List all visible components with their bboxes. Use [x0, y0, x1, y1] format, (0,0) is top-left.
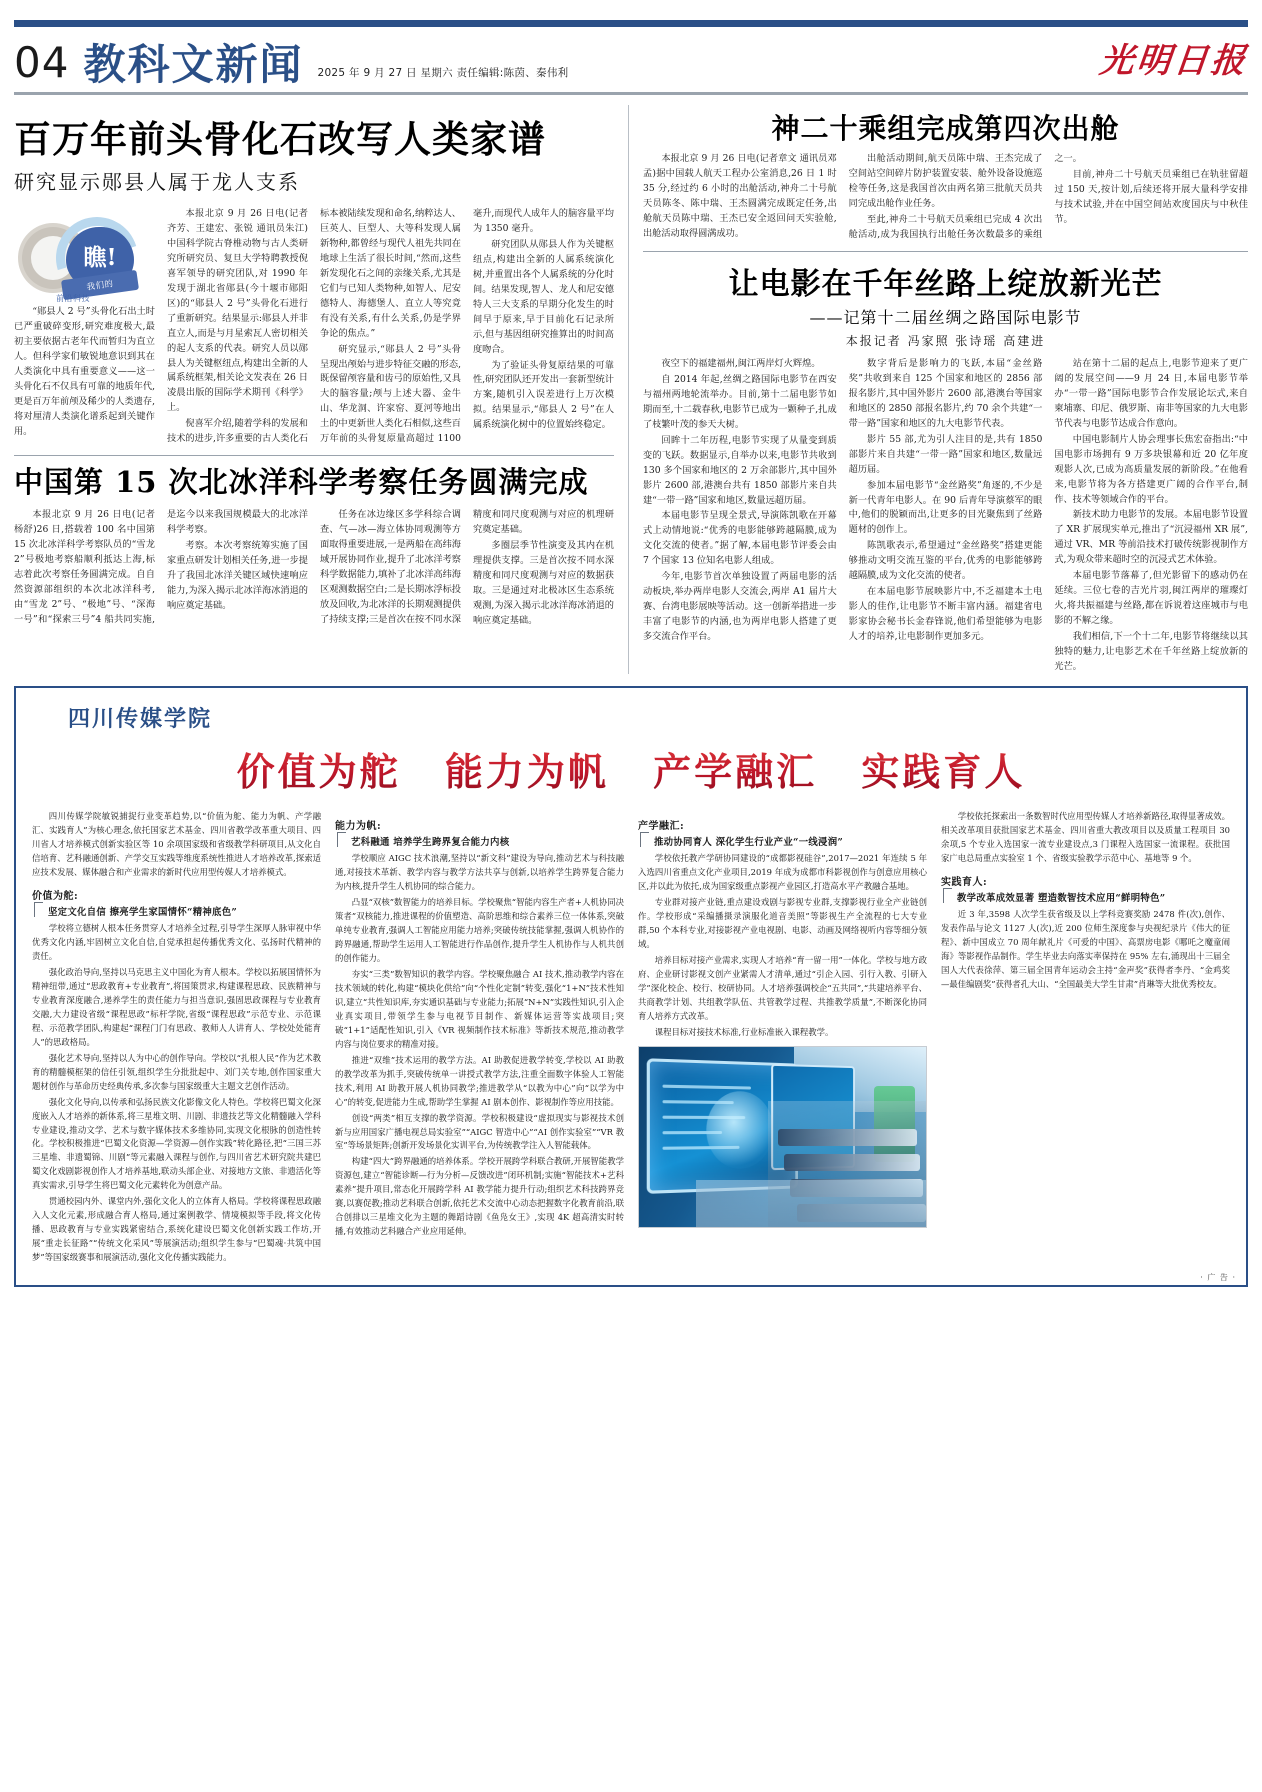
paragraph: 本报北京 9 月 26 日电(记者齐芳、王建宏、张锐 通讯员朱江)中国科学院古脊椎动物与古人类研究所研究员、复旦大学特聘教授倪喜军领导的研究团队,对 1990 年发现于湖北省郧县(今十堰市郧阳区)的“郧县人 2 号”头骨化石进行了重新研究。结果显示:郧县人并非直立人,而是与月星索瓦人密切相关的起人支系的代表。研究人员以郧县人为关键枢纽点,构建出全新的人属系统框架,相关论文发表在 26 日凌晨出版的国际学术期刊《科学》上。 [167, 208, 308, 414]
ad-slogan [32, 741, 1230, 796]
story2-body [14, 508, 614, 628]
ad-paragraph: 近 3 年,3598 人次学生获省级及以上学科竞赛奖励 2478 件(次),创作、发表作品与论文 1127 人(次),近 200 位师生深度参与央视纪录片《伟大的征程》、新中国成立 70 周年献礼片《可爱的中国》、高票房电影《哪吒之魔童闹海》等影视作品制作。学生毕业去向落实率保持在 95% 左右,涌现出十三届全国人大代表徐萍、第三届全国青年运动会主持“金声奖”获得者李丹、“金鸡奖—最佳编剧奖”获得者孔大山、“全国最美大学生甘肃”肖琳等大批优秀校友。 [941, 909, 1230, 989]
ad-paragraph: 强化艺术导向,坚持以人为中心的创作导向。学校以“扎根人民”作为艺术教育的精髓模框架的信任引领,组织学生分批批起中、刘门关专地,创作国家重大题材创作与革命历史经典传承,多次参与国家级重大主题文艺创作活动。 [32, 1052, 321, 1091]
subhead-right-story2: ——记第十二届丝绸之路国际电影节 [809, 308, 1082, 328]
slogan-part-4: 实践育人 [861, 749, 1026, 795]
ad-paragraph: 学校依托探索出一条数智时代应用型传媒人才培养新路径,取得显著成效。相关改革项目获批国家艺术基金、四川省重大教改项目以及质量工程项目 30 余项,5 个专业入选国家一流专业建设点,3 门课程入选国家一流课程。获批国家广电总局重点实验室 1 个、省级实验教学示范中心、基地等 9 个。 [941, 811, 1230, 864]
ad-section-subheading: 推动协同育人 深化学生行业产业“一线浸润” [650, 834, 927, 848]
right-story1-body [643, 152, 1248, 242]
byline-right-story2: 本报记者 冯家照 张诗瑶 高建进 [845, 334, 1046, 349]
paragraph: 倪喜军介绍,随着学科的发展和技术的进步,许多重要的古人类化石标本被陆续发现和命名,纳粹达人、巨英人、巨型人、大等科发现人属新物种,都曾经与现代人祖先共同在地球上生活了很长时间,“然而,这些新发现化石之间的亲缘关系,尤其是它们与已知人类物种,如智人、尼安德特人、海德堡人、直立人等究竟有没有关系,有什么关系,仍是学界争论的焦点。” [167, 208, 461, 445]
ad-photo-classroom [638, 1046, 927, 1228]
page-number: 04 [14, 38, 70, 87]
ad-section-heading: 实践育人: [941, 877, 988, 889]
slogan-part-1: 价值为舵 [236, 749, 401, 795]
paragraph: 新技术助力电影节的发展。本届电影节设置了 XR 扩展现实单元,推出了“沉浸福州 XR 展”,通过 VR、MR 等前沿技术打破传统影视制作方式,为观众带来超时空的沉浸式艺术体验。 [1054, 509, 1248, 566]
ad-column-2 [335, 810, 624, 1267]
news-area [14, 105, 1248, 674]
ad-section-subheading: 坚定文化自信 擦亮学生家国情怀“精神底色” [44, 904, 321, 918]
ad-label: · 广 告 · [1200, 1273, 1236, 1283]
paragraph: 出舱活动期间,航天员陈中瑞、王杰完成了空间站空间碎片防护装置安装、舱外设备设施巡检等任务,这是我国首次由两名第三批航天员共同完成出舱作业任务。 [848, 153, 1043, 210]
ad-section-subheading: 艺科融通 培养学生跨界复合能力内核 [347, 834, 624, 848]
top-rule [14, 20, 1248, 27]
left-column [14, 105, 628, 674]
paragraph: 至此,神舟二十号航天员乘组已完成 4 次出舱活动,成为我国执行出舱任务次数最多的乘组之一。 [848, 153, 1082, 240]
headline-story1: 百万年前头骨化石改写人类家谱 [14, 117, 546, 161]
ad-paragraph: 课程目标对接技术标准,行业标准嵌入课程教学。 [654, 1026, 834, 1037]
section-divider [14, 455, 614, 456]
subhead-story1: 研究显示郧县人属于龙人支系 [14, 170, 300, 195]
paragraph: 我们相信,下一个十二年,电影节将继续以其独特的魅力,让电影艺术在千年丝路上绽放新的光芒。 [1054, 630, 1248, 672]
ad-paragraph: 学校顺应 AIGC 技术浪潮,坚持以“新文科”建设为导向,推动艺术与科技融通,对接技术革新、教学内容与教学方法共享与创新,以培养学生跨界复合能力为内核,提升学生人机协同的综合能力。 [335, 853, 624, 892]
masthead-left [14, 38, 569, 89]
ad-intro: 四川传媒学院敏锐捕捉行业变革趋势,以“价值为舵、能力为帆、产学融汇、实践育人”为核心理念,依托国家艺术基金、四川省教学改革重大项目、四川省人才培养模式创新实验区等 10 余项国家级和省级教学科研项目,从文化自信培育、艺科融通创新、产学交互实践等维度系统性推进人才培养改革,探索适应技术发展、媒体融合和产业需求的新时代应用型传媒人才培养模式。 [32, 811, 321, 878]
slogan-part-2: 能力为帆 [444, 749, 609, 795]
ad-column-1 [32, 810, 321, 1267]
ad-paragraph: 强化政治导向,坚持以马克思主义中国化为育人根本。学校以拓展国情怀为精神纽带,通过“思政教育+专业教育”,将国策贯求,构建课程思政、民族精神与专业教育深度融合,递养学生的责任能力与担当意识,强固思政课程与专业教育交融,大力建设省级“课程思政”标杆学院,省级“课程思政”示范专业、示范课程、示范教学团队,构建起“课程门门有思政、教师人人讲育人、学校处处能育人”的思政格局。 [32, 967, 321, 1047]
paragraph: 目前,神舟二十号航天员乘组已在轨驻留超过 150 天,按计划,后续还将开展大量科学安排与技术试验,并在中国空间站欢度国庆与中秋佳节。 [1054, 169, 1248, 225]
ad-paragraph: 学校依托教产学研协同建设的“成都影视硅谷”,2017—2021 年连续 5 年入选四川省重点文化产业项目,2019 年成为成都市科影视创作与创意应用核心区,并以此为依托,成为国家级重点影视产业园区,打造高水平产教融合基地。 [638, 853, 927, 892]
ad-paragraph: 构建“四大”跨界融通的培养体系。学校开展跨学科联合教研,开展智能教学资源包,建立“智能诊断—行为分析—反馈改进”闭环机制;实施“智能技术+艺科素养”提升项目,常态化开展跨学科 AI 教学能力提升行动;组织艺术科技跨界竞赛,以赛促教;推动艺科联合创新,依托艺术交流中心动态把握数字化教育前沿,联合创排以三星堆文化为主题的舞蹈诗剧《鱼凫女王》,实现 4K 超高清实时转播,有效推动艺科融合产业应用延伸。 [335, 1156, 624, 1237]
paragraph: 考察。本次考察统筹实施了国家重点研发计划相关任务,进一步提升了我国北冰洋关键区域快速响应能力,为深入揭示北冰洋海冰消退的响应奠定基础。 [167, 540, 308, 611]
ad-brand-name: 四川传媒学院 [68, 706, 213, 733]
headline-story2: 中国第 15 次北冰洋科学考察任务圆满完成 [14, 464, 589, 499]
badge-line2: 前沿科技 [56, 294, 90, 304]
paragraph: 数字背后是影响力的飞跃,本届“金丝路奖”共收到来自 125 个国家和地区的 2856 部报名影片,其中国外影片 2600 部,港澳台等国家和地区的 2850 部报名影片,约 70 余个共建“一带一路”国家和地区的九大电影节代表。 [848, 358, 1043, 430]
headline-right-story2: 让电影在千年丝路上绽放新光芒 [728, 266, 1163, 302]
ad-paragraph: 夯实“三类”数智知识的教学内容。学校聚焦融合 AI 技术,推动教学内容在技术领域的转化,构建“模块化供给”向“个性化定制”转变,强化“1+N”技术性知识,建立“共性知识库,夯实通识基础与专业能力;拓展“N+N”实践性知识,引入企业真实项目,带领学生参与电视节目制作、新媒体运营等实战项目;突破“1+1”适配性知识,引入《VR 视频制作技术标准》等新技术规范,推动教学内容与岗位要求的精准对接。 [335, 969, 624, 1049]
paragraph: 多圈层季节性演变及其内在机理提供支撑。三是首次按不同水深精度和同尺度观测与对应的数据获取。三是通过对北极冰区生态系统观测,为深入揭示北冰洋海冰消退的响应奠定基础。 [473, 540, 614, 626]
paragraph: 站在第十二届的起点上,电影节迎来了更广阔的发展空间——9 月 24 日,本届电影节举办“一带一路”国际电影节合作发展论坛式,来自柬埔寨、印尼、俄罗斯、南非等国家的九大电影节代表与电影节达成合作意向。 [1054, 358, 1248, 430]
ad-section-heading: 价值为舵: [32, 891, 79, 903]
ad-column-4 [941, 810, 1230, 1267]
ad-paragraph: 贯通校园内外、课堂内外,强化文化人的立体育人格局。学校将课程思政融入人文化元素,形成融合育人格局,通过案例教学、情境模拟等手段,将文化传播、思政教育与专业实践紧密结合,系统化建设巴蜀文化创新实践工作坊,开展“重走长征路”“传统文化采风”等展演活动;组织学生参与“巴蜀魂·共筑中国梦”等国家级赛事和展演活动,强化文化传播实践能力。 [32, 1196, 321, 1263]
ad-section-heading: 产学融汇: [638, 821, 685, 833]
ad-paragraph: 强化文化导向,以传承和弘扬民族文化影像文化人特色。学校将巴蜀文化深度嵌入人才培养的新体系,将三星堆文明、川剧、非遗技艺等文化精髓融入学科专业建设,推动文学、艺术与数字媒体技术多维协同,实现文化根脉的创造性转化。学校积极推进“巴蜀文化资源—学资源—创作实践”转化路径,把“三国三苏三星堆、非遗蜀锦、川剧”等元素融入课程与创作,与四川省艺术研究院共建巴蜀文化戏剧影视创作人才培养基地,联动头部企业、对接地方文旅、非遗活化等真实需求,引导学生将巴蜀文化元素转化为创意产品。 [32, 1096, 321, 1191]
badge-main-text: 瞧! [83, 243, 117, 271]
paragraph: 本届电影节呈现全景式,导演陈凯歌在开幕式上动情地说:“优秀的电影能够跨越隔膜,成为文化交流的使者。”据了解,本届电影节评委会由 7 个国家 13 位知名电影人组成。 [643, 510, 837, 567]
paragraph: 回眸十二年历程,电影节实现了从量变到质变的飞跃。数据显示,自举办以来,电影节共收到 130 多个国家和地区的 2 万余部影片,其中国外影片 2600 部,港澳台共有 1850 部影片来自共建“一带一路”国家和地区,数量远超历届。 [643, 434, 837, 506]
paragraph: 本届电影节落幕了,但光影留下的感动仍在延续。三位七卷的吉光片羽,闽江两岸的璀璨灯火,将共振福建与丝路,都在诉说着这座城市与电影的不解之缘。 [1054, 570, 1248, 626]
ad-paragraph: 创设“两类”相互支撑的教学资源。学校积极建设“虚拟现实与影视技术创新与应用国家广播电视总局实验室”“AIGC 智造中心”“AI 创作实验室”“VR 教室”等场景矩阵;创新开发场景化实训平台,为传统教学注入人智能载体。 [335, 1112, 624, 1151]
paragraph: 本报北京 9 月 26 日电(记者杨舒)26 日,搭载着 100 名中国第 15 次北冰洋科学考察队员的“雪龙 2”号极地考察船顺利抵达上海,标志着此次考察任务圆满完成。自自然资源部组织的本次北冰洋科考,由“雪龙 2”号、“极地”号、“深海一号”和“探索三号”4 船共同实施,是迄今以来我国规模最大的北冰洋科学考察。 [14, 509, 308, 625]
paragraph: 在本届电影节展映影片中,不乏福建本土电影人的佳作,让电影节不断丰富内涵。福建省电影家协会秘书长金春锋说,他们希望能够为电影人才的培养,让电影制作更加多元。 [848, 585, 1043, 642]
paragraph: 任务在冰边缘区多学科综合调查、气—冰—海立体协同观测等方面取得重要进展,一是两船在高纬海域开展协同作业,提升了北冰洋考察科学数据能力,填补了北冰洋高纬海区观测数据空白;二是长期冰浮标投放及回收,为北冰洋的长期观测提供了持续支撑;三是首次在按不同水深精度和同尺度观测与对应的机理研究奠定基础。 [320, 509, 614, 625]
paragraph: 本报北京 9 月 26 日电(记者章文 通讯员邓孟)据中国载人航天工程办公室消息,26 日 1 时 35 分,经过约 6 小时的出舱活动,神舟二十号航天员陈冬、陈中瑞、王杰圆满完成既定任务,出舱航天员陈中瑞、王杰已安全返回问天实验舱,出舱活动取得圆满成功。 [643, 153, 837, 239]
paragraph: 研究显示,“郧县人 2 号”头骨呈现出颅始与进步特征交融的形态,既保留颅容量和齿弓的原始性,又具大的脑容量;颅与上述大器、金牛山、华龙洞、许家窑、夏河等地出土的中更新世人类化石相似,这些百万年前的头骨复原量高超过 1100 毫升,而现代人成年人的脑容量平均为 1350 毫升。 [320, 208, 614, 445]
story1-body [14, 207, 614, 447]
paragraph: “郧县人 2 号”头骨化石出土时已严重破碎变形,研究难度极大,最初主要依据古老年代而暂归为直立人。但科学家们敏锐地意识到其在人类演化中具有重要意义——这一头骨化石不仅具有可靠的地质年代,更是百万年前颅及稀少的人类遗存,将对厘清人类演化谱系起到关键作用。 [14, 306, 155, 437]
ad-paragraph: 凸显“双核”数智能力的培养目标。学校聚焦“智能内容生产者+人机协同决策者”双核能力,推进课程的价值塑造、高阶思维和综合素养三位一体体系,突破单纯专业教育,强调人工智能应用能力培养;突破传统技能掌握,强调人机协作的跨界融通,帮助学生运用人工智能进行作品创作,提升学生人机协作与人机共创的创作能力。 [335, 897, 624, 964]
paragraph: 今年,电影节首次单独设置了两届电影的活动板块,举办两岸电影人交流会,两岸 A1 届片大赛、台湾电影展映等活动。这一创新举措进一步丰富了电影节的内涵,也为两岸电影人搭建了更多交流合作平台。 [643, 571, 837, 642]
paragraph: 研究团队从郧县人作为关键枢纽点,构建出全新的人属系统演化树,并重置出各个人属系统的分化时间。结果发现,智人、龙人和尼安德特人三大支系的早期分化发生的时间早于原来,早于目前化石记录所示,但与基因组研究推算出的时间高度吻合。 [473, 239, 614, 355]
right-story2-body [643, 357, 1248, 674]
photo-floor [696, 1180, 926, 1227]
ad-section-subheading: 教学改革成效显著 塑造数智技术应用“鲜明特色” [953, 890, 1230, 904]
ad-paragraph: 推进“双维”技术运用的教学方法。AI 助教促进教学转变,学校以 AI 助教的教学改革为抓手,突破传统单一讲授式教学方法,注重全面数字体验人工智能技术,利用 AI 助教开展人机协同教学;推进教学从“以教为中心”向“以学为中心”的转变,促进能力生成,帮助学生掌握 AI 剧本创作、影视制作等应用技能。 [335, 1054, 624, 1107]
section-title: 教科文新闻 [83, 40, 304, 89]
paragraph: 参加本届电影节“金丝路奖”角逐的,不少是新一代青年电影人。在 90 后青年导演蔡军的眼中,他们的脱颖而出,让更多的目光聚焦到了丝路题材的创作上。 [848, 479, 1043, 536]
ad-paragraph: 培养目标对接产业需求,实现人才培养“育一留一用”一体化。学校与地方政府、企业研讨影视文创产业紧需人才清单,通过“引企入园、引行入教、引研入学”深化校企、校行、校研协同。人才培养强调校企“五共同”,“共建培养平台、共商教学计划、共组教学队伍、共管教学过程、共推教学质量”,不断深化协同育人培养方式改革。 [638, 955, 927, 1021]
screen-graphic [706, 1091, 773, 1170]
ad-paragraph: 专业群对接产业链,重点建设戏剧与影视专业群,支撑影视行业全产业链创作。学校形成“采编播摄录演服化道音美照”等影视生产全流程的七大专业群,50 个本科专业,对接影视产业电视剧、电影、动画及网络视听内容等细分领域。 [638, 897, 927, 950]
masthead [14, 27, 1248, 92]
ad-column-3 [638, 810, 927, 1267]
ad-paragraph: 学校将立德树人根本任务贯穿人才培养全过程,引导学生深厚人脉审视中华优秀文化内涵,牢固树立文化自信,自觉承担起传播优秀文化、弘扬时代精神的责任。 [32, 923, 321, 962]
section-divider [643, 251, 1248, 252]
paragraph: 为了验证头骨复原结果的可靠性,研究团队还开发出一套新型统计方案,随机引入误差进行上万次模拟。结果显示,“郧县人 2 号”在人属系统演化树中的位置始终稳定。 [473, 359, 614, 431]
paragraph: 自 2014 年起,丝绸之路国际电影节在西安与福州两地轮流举办。目前,第十二届电影节如期而至,十二载春秋,电影节已成为一颗种子,扎成了枝繁叶茂的参天大树。 [643, 374, 837, 431]
advertisement-block [14, 686, 1248, 1287]
qiao-badge-icon [16, 209, 144, 304]
paragraph: 陈凯歌表示,希望通过“金丝路奖”搭建更能够推动文明交流互鉴的平台,优秀的电影能够跨越隔膜,成为文化交流的使者。 [848, 540, 1043, 582]
paragraph: 中国电影制片人协会理事长焦宏奋指出:“中国电影市场拥有 9 万多块银幕和近 20 亿年度观影人次,已成为高质量发展的新阶段。”在他看来,电影节将为各方搭建更广阔的合作平台,制作、技术等领域合作的平台。 [1054, 433, 1248, 505]
newspaper-page [0, 20, 1262, 1792]
slogan-part-3: 产学融汇 [653, 749, 818, 795]
right-column [628, 105, 1248, 674]
screen-line [662, 1085, 751, 1090]
headline-right-story1: 神二十乘组完成第四次出舱 [771, 112, 1120, 145]
masthead-rule [14, 92, 1248, 95]
badge-line1: 我们的 [86, 279, 115, 294]
photo-desk-row [778, 1129, 917, 1147]
ad-columns [32, 810, 1230, 1267]
paragraph: 夜空下的福建福州,闽江两岸灯火辉煌。 [661, 358, 821, 370]
paper-logo: 光明日报 [1097, 41, 1250, 81]
date-editor-line: 2025 年 9 月 27 日 星期六 责任编辑:陈茵、秦伟利 [317, 67, 569, 79]
ad-section-heading: 能力为帆: [335, 821, 382, 833]
photo-desk-row [784, 1154, 920, 1172]
paragraph: 影片 55 部,尤为引人注目的是,共有 1850 部影片来自共建“一带一路”国家和地区,数量远超历届。 [848, 433, 1043, 475]
